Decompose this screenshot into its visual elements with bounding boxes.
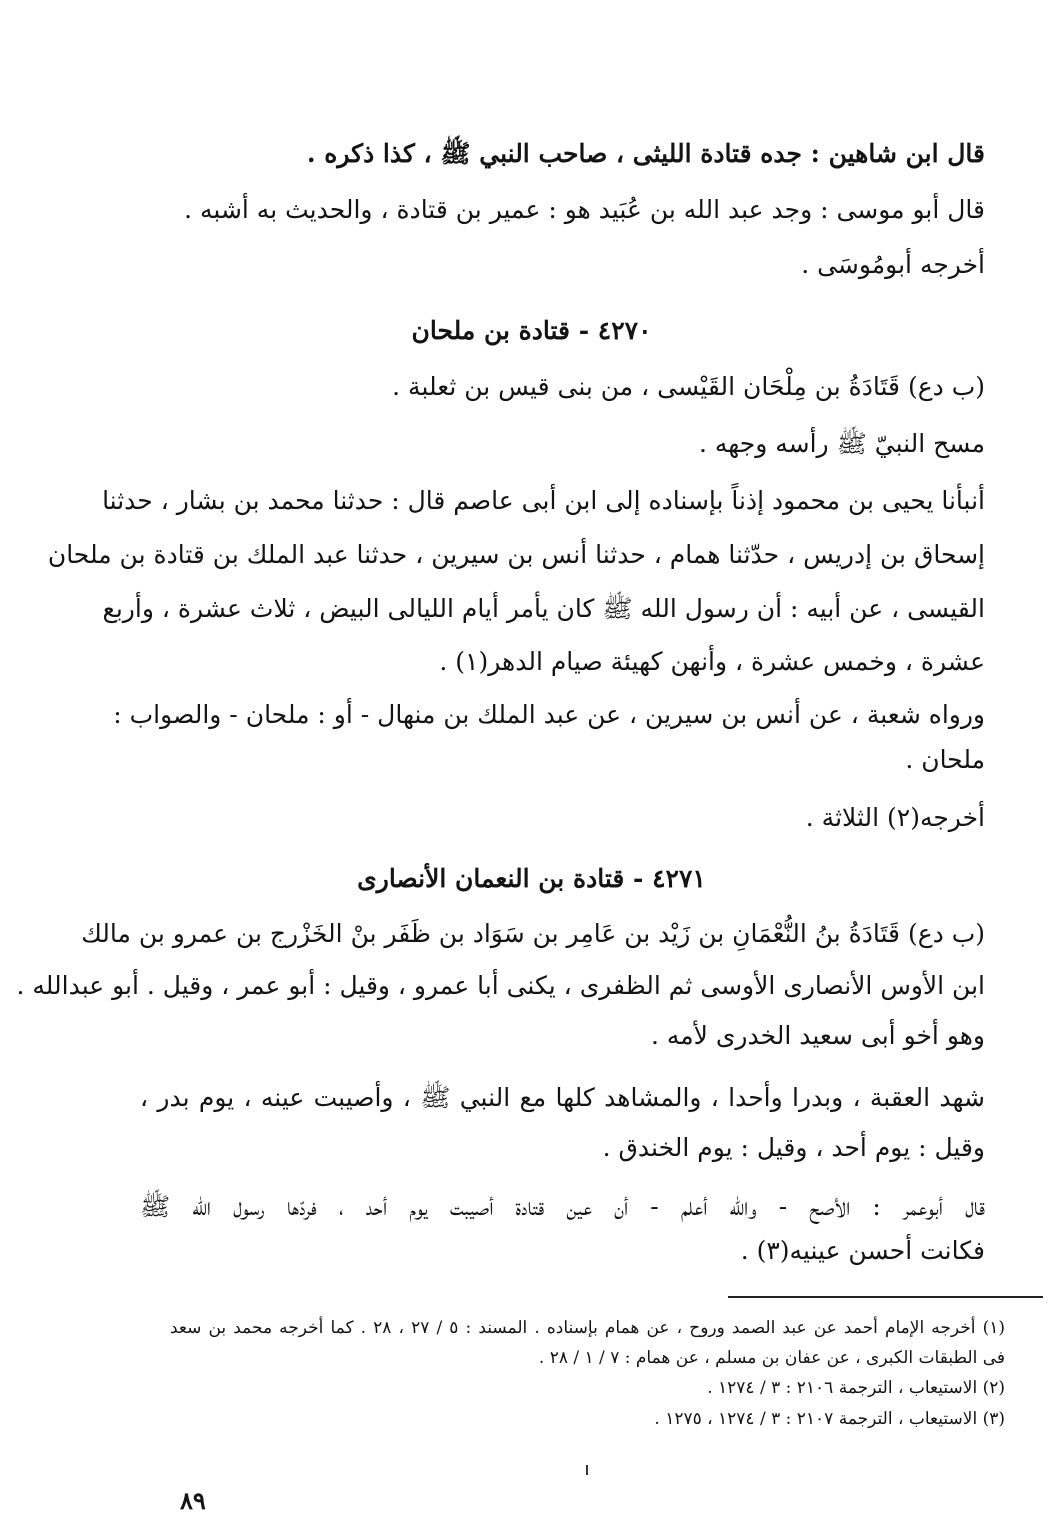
body-line: وقيل : يوم أحد ، وقيل : يوم الخندق . [602,1133,985,1162]
print-mark [586,1465,588,1475]
footnote-line: فى الطبقات الكبرى ، عن عفان بن مسلم ، عن همام : ٧ / ١ / ٢٨ . [538,1348,1005,1368]
body-line: شهد العقبة ، وبدرا وأحدا ، والمشاهد كلها مع النبي ﷺ ، وأصيبت عينه ، يوم بدر ، [140,1083,985,1112]
body-line: أنبأنا يحيى بن محمود إذناً بإسناده إلى ابن أبى عاصم قال : حدثنا محمد بن بشار ، حدثنا [102,486,985,515]
footnote-line: (١) أخرجه الإمام أحمد عن عبد الصمد وروح ، عن همام بإسناده . المسند : ٥ / ٢٧ ، ٢٨ . كما أخرجه محمد بن سعد [170,1318,1005,1338]
entry-heading-4271: ٤٢٧١ - قتادة بن النعمان الأنصارى [357,864,706,893]
footnote-separator [728,1296,1043,1298]
body-line: وهو أخو أبى سعيد الخدرى لأمه . [650,1021,985,1050]
body-line: ملحان . [905,745,985,774]
body-line: إسحاق بن إدريس ، حدّثنا همام ، حدثنا أنس بن سيرين ، حدثنا عبد الملك بن قتادة بن ملحان [47,540,985,569]
entry-heading-4270: ٤٢٧٠ - قتادة بن ملحان [411,316,652,345]
body-line: قال أبو موسى : وجد عبد الله بن عُبَيد هو : عمير بن قتادة ، والحديث به أشبه . [184,195,985,224]
footnote-line: (٣) الاستيعاب ، الترجمة ٢١٠٧ : ٣ / ١٢٧٤ ، ١٢٧٥ . [654,1409,1005,1429]
body-line: فكانت أحسن عينيه(٣) . [740,1236,985,1265]
page-number: ٨٩ [180,1486,206,1515]
body-line: قال ابن شاهين : جده قتادة الليثى ، صاحب النبي ﷺ ، كذا ذكره . [306,139,985,168]
body-line: قال أبوعمر : الأصح - والله أعلم - أن عين قتادة أصيبت يوم أحد ، فردّها رسول الله ﷺ [140,1192,985,1221]
body-line: القيسى ، عن أبيه : أن رسول الله ﷺ كان يأمر أيام الليالى البيض ، ثلاث عشرة ، وأربع [102,594,985,623]
body-line: ورواه شعبة ، عن أنس بن سيرين ، عن عبد الملك بن منهال - أو : ملحان - والصواب : [113,700,985,729]
body-line: (ب دع) قَتَادَةُ بنُ النُّعْمَانِ بن زَيْد بن عَامِر بن سَوَاد بن ظَفَر بنْ الخَزْرج بن عمرو بن مالك [81,919,985,948]
footnote-line: (٢) الاستيعاب ، الترجمة ٢١٠٦ : ٣ / ١٢٧٤ . [707,1378,1005,1398]
body-line: (ب دع) قَتَادَةُ بن مِلْحَان القَيْسى ، من بنى قيس بن ثعلبة . [392,372,985,401]
body-line: ابن الأوس الأنصارى الأوسى ثم الظفرى ، يكنى أبا عمرو ، وقيل : أبو عمر ، وقيل . أبو عبدالله . [16,971,985,1000]
body-line: مسح النبيّ ﷺ رأسه وجهه . [698,429,985,458]
body-line: عشرة ، وخمس عشرة ، وأنهن كهيئة صيام الدهر(١) . [439,647,985,676]
body-line: أخرجه أبومُوسَى . [801,250,985,279]
body-line: أخرجه(٢) الثلاثة . [805,803,985,832]
